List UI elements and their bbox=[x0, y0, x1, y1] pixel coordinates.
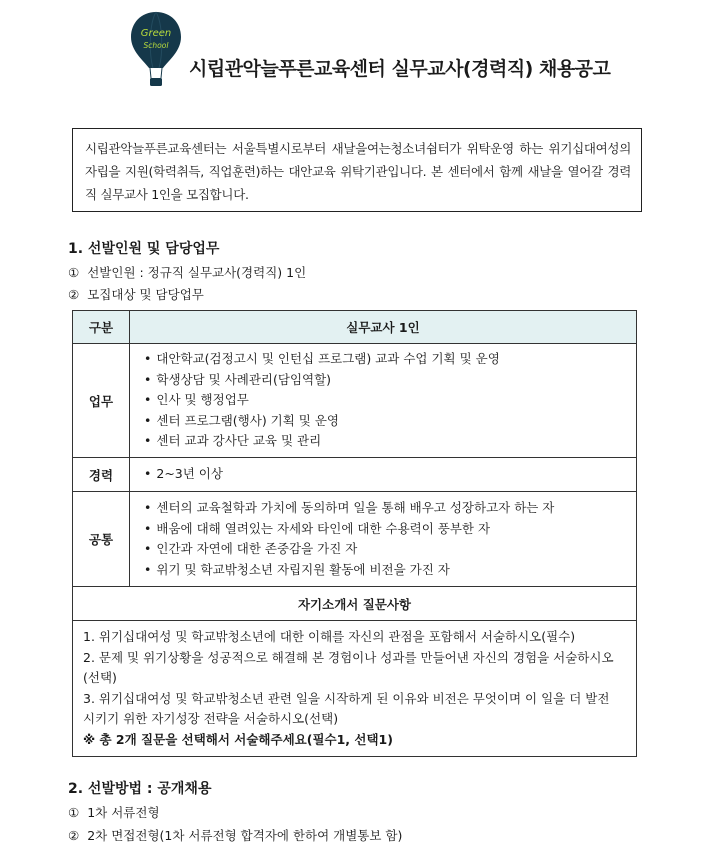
list-item: • 학생상담 및 사례관리(담임역할) bbox=[144, 371, 332, 387]
page-title: 시립관악늘푸른교육센터 실무교사(경력직) 채용공고 bbox=[189, 58, 611, 80]
list-item: • 2~3년 이상 bbox=[144, 466, 223, 482]
section1-item-2: ② 모집대상 및 담당업무 bbox=[68, 287, 204, 302]
section2-heading: 2. 선발방법 : 공개채용 bbox=[68, 781, 212, 797]
questions-row bbox=[73, 621, 637, 757]
table-row bbox=[73, 492, 637, 587]
list-item: • 인간과 자연에 대한 존중감을 가진 자 bbox=[144, 541, 358, 556]
question-line: 2. 문제 및 위기상황을 성공적으로 해결해 본 경험이나 성과를 만들어낸 자신의 경험을 서술하시오 bbox=[83, 649, 614, 665]
list-item: • 대안학교(검정고시 및 인턴십 프로그램) 교과 수업 기획 및 운영 bbox=[144, 351, 500, 367]
list-item: • 위기 및 학교밖청소년 자립지원 활동에 비전을 가진 자 bbox=[144, 561, 450, 577]
hot-air-balloon-icon bbox=[129, 10, 183, 90]
section2-item-1: ① 1차 서류전형 bbox=[68, 805, 160, 820]
header-label: 구분 bbox=[73, 311, 130, 344]
row-content-common bbox=[130, 492, 637, 587]
questions-body bbox=[73, 621, 637, 757]
green-school-logo bbox=[129, 10, 183, 90]
list-item: • 배움에 대해 열려있는 자세와 타인에 대한 수용력이 풍부한 자 bbox=[144, 520, 491, 536]
section2-item-2: ② 2차 면접전형(1차 서류전형 합격자에 한하여 개별통보 함) bbox=[68, 828, 403, 843]
question-line: 3. 위기십대여성 및 학교밖청소년 관련 일을 시작하게 된 이유와 비전은 무엇이며 이 일을 더 발전 bbox=[83, 690, 610, 706]
question-line: (선택) bbox=[83, 670, 117, 685]
list-item: • 센터 교과 강사단 교육 및 관리 bbox=[144, 433, 322, 449]
list-item: • 센터의 교육철학과 가치에 동의하며 일을 통해 배우고 성장하고자 하는 자 bbox=[144, 500, 555, 515]
table-header-row bbox=[73, 311, 637, 344]
row-content-career bbox=[130, 458, 637, 492]
table-row bbox=[73, 458, 637, 492]
svg-text:Green: Green bbox=[140, 28, 172, 39]
svg-text:School: School bbox=[143, 41, 169, 50]
questions-note: ※ 총 2개 질문을 선택해서 서술해주세요(필수1, 선택1) bbox=[83, 731, 393, 747]
table-row bbox=[73, 344, 637, 458]
questions-header: 자기소개서 질문사항 bbox=[73, 587, 637, 621]
row-label-career: 경력 bbox=[73, 458, 130, 492]
row-label-common: 공통 bbox=[73, 492, 130, 587]
questions-header-row bbox=[73, 587, 637, 621]
recruitment-table bbox=[72, 310, 637, 757]
question-line: 시키기 위한 자기성장 전략을 서술하시오(선택) bbox=[83, 711, 339, 726]
header-value: 실무교사 1인 bbox=[130, 311, 637, 344]
question-line: 1. 위기십대여성 및 학교밖청소년에 대한 이해를 자신의 관점을 포함해서 서술하시오(필수) bbox=[83, 629, 576, 644]
list-item: • 인사 및 행정업무 bbox=[144, 392, 249, 408]
row-content-duties bbox=[130, 344, 637, 458]
row-label-duties: 업무 bbox=[73, 344, 130, 458]
list-item: • 센터 프로그램(행사) 기획 및 운영 bbox=[144, 412, 339, 428]
section1-heading: 1. 선발인원 및 담당업무 bbox=[68, 241, 220, 257]
section1-item-1: ① 선발인원 : 정규직 실무교사(경력직) 1인 bbox=[68, 265, 307, 280]
intro-box: 시립관악늘푸른교육센터는 서울특별시로부터 새날을여는청소녀쉼터가 위탁운영 하는 위기십대여성의 자립을 지원(학력취득, 직업훈련)하는 대안교육 위탁기관입니다. 본 센터에서 함께 새날을 열어갈 경력직 실무교사 1인을 모집합니다. bbox=[72, 128, 642, 212]
